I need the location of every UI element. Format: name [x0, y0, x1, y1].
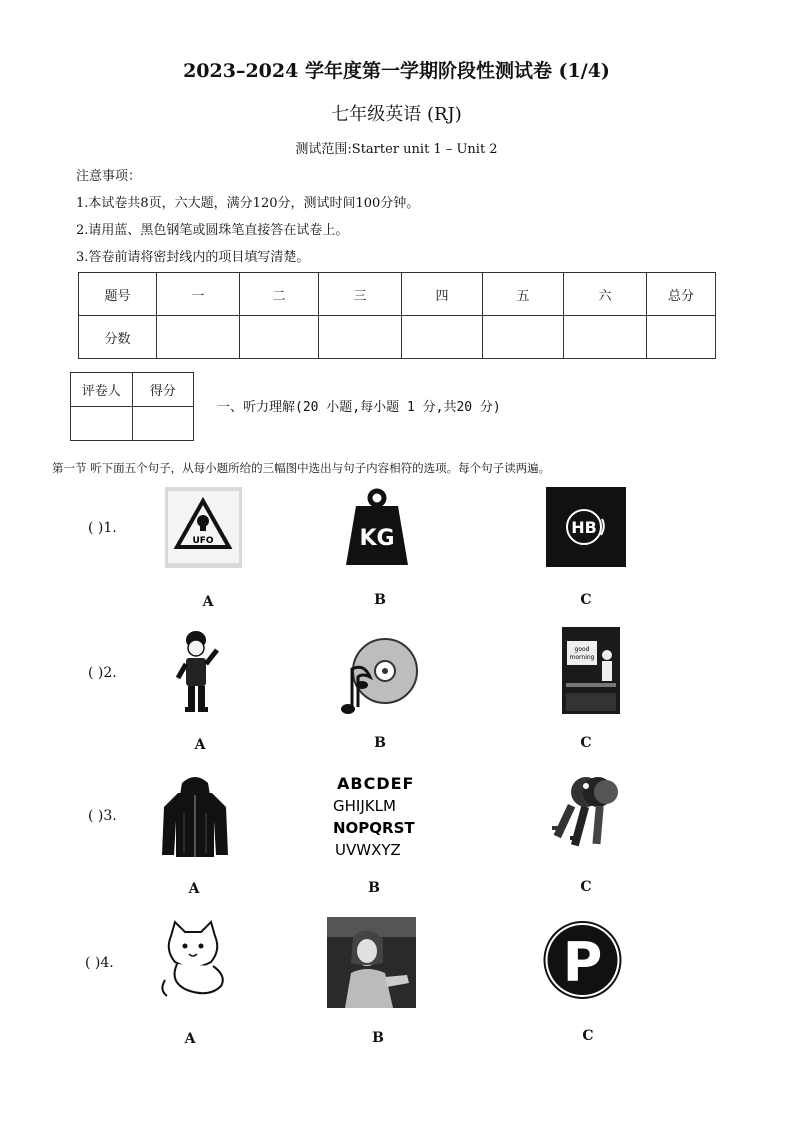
- score-header-cell: 三: [319, 273, 402, 316]
- ufo-text: UFO: [192, 536, 214, 546]
- score-header-cell: 二: [240, 273, 319, 316]
- score-cell[interactable]: [157, 316, 240, 359]
- cat-image[interactable]: [157, 920, 229, 1000]
- subject-title: 七年级英语 (RJ): [331, 104, 462, 125]
- score-header-cell: 六: [564, 273, 647, 316]
- score-header-cell: 四: [402, 273, 483, 316]
- option-label-a[interactable]: A: [194, 737, 206, 753]
- option-label-c[interactable]: C: [582, 1028, 594, 1044]
- hb-pencil-logo-image[interactable]: [546, 487, 626, 567]
- cd-music-note-image[interactable]: [340, 629, 418, 715]
- jacket-image[interactable]: [160, 773, 230, 858]
- morning-text: morning: [569, 654, 595, 661]
- option-label-b[interactable]: B: [374, 735, 386, 751]
- parking-letter: P: [562, 931, 603, 994]
- page-title: 2023–2024 学年度第一学期阶段性测试卷 (1/4): [183, 60, 610, 82]
- section-instruction: 第一节 听下面五个句子，从每小题所给的三幅图中选出与句子内容相符的选项。每个句子读两遍。: [52, 461, 551, 475]
- score-cell[interactable]: [402, 316, 483, 359]
- option-label-b[interactable]: B: [374, 592, 386, 608]
- option-label-c[interactable]: C: [580, 735, 592, 751]
- question-number: ( )3.: [88, 808, 117, 824]
- grader-table: [70, 372, 194, 441]
- kg-weight-image[interactable]: [346, 488, 408, 566]
- note-item: 1.本试卷共8页，六大题，满分120分，测试时间100分钟。: [76, 196, 420, 211]
- kg-text: KG: [359, 526, 395, 551]
- parking-sign-image[interactable]: [543, 919, 622, 1001]
- score-cell[interactable]: [319, 316, 402, 359]
- option-label-b[interactable]: B: [368, 880, 380, 896]
- grader-cell[interactable]: [71, 407, 133, 441]
- score-label: 得分: [132, 373, 194, 407]
- boy-waving-image[interactable]: [175, 628, 221, 714]
- test-range: 测试范围:Starter unit 1 – Unit 2: [295, 142, 498, 157]
- grader-score-cell[interactable]: [132, 407, 194, 441]
- option-label-b[interactable]: B: [372, 1030, 384, 1046]
- score-header-cell: 一: [157, 273, 240, 316]
- question-number: ( )2.: [88, 665, 117, 681]
- alphabet-image[interactable]: [333, 773, 425, 859]
- score-table-header-row: [79, 273, 716, 316]
- score-cell[interactable]: [483, 316, 564, 359]
- score-row-label: 分数: [79, 316, 157, 359]
- keys-image[interactable]: [548, 772, 620, 854]
- note-item: 3.答卷前请将密封线内的项目填写清楚。: [76, 250, 310, 265]
- score-header-cell: 五: [483, 273, 564, 316]
- score-header-cell: 题号: [79, 273, 157, 316]
- section-title: 一、听力理解(20 小题,每小题 1 分,共20 分): [217, 400, 501, 415]
- alphabet-line: UVWXYZ: [335, 841, 401, 859]
- grader-label: 评卷人: [71, 373, 133, 407]
- option-label-a[interactable]: A: [202, 594, 214, 610]
- hb-text: HB: [571, 518, 597, 537]
- notes-heading: 注意事项：: [76, 169, 142, 184]
- ufo-sign-image[interactable]: [165, 487, 242, 568]
- question-number: ( )1.: [88, 520, 117, 536]
- score-header-cell: 总分: [647, 273, 716, 316]
- good-text: good: [574, 646, 590, 653]
- girl-photo-image[interactable]: [327, 917, 416, 1008]
- good-morning-teacher-image[interactable]: [562, 627, 620, 714]
- option-label-c[interactable]: C: [580, 592, 592, 608]
- score-table: [78, 272, 716, 359]
- alphabet-line: ABCDEF: [337, 774, 415, 793]
- option-label-a[interactable]: A: [188, 881, 200, 897]
- score-cell[interactable]: [240, 316, 319, 359]
- alphabet-line: GHIJKLM: [333, 797, 396, 815]
- option-label-a[interactable]: A: [184, 1031, 196, 1047]
- alphabet-line: NOPQRST: [333, 819, 415, 837]
- score-cell[interactable]: [564, 316, 647, 359]
- question-number: ( )4.: [85, 955, 114, 971]
- note-item: 2.请用蓝、黑色钢笔或圆珠笔直接答在试卷上。: [76, 223, 349, 238]
- score-table-score-row: [79, 316, 716, 359]
- option-label-c[interactable]: C: [580, 879, 592, 895]
- score-cell[interactable]: [647, 316, 716, 359]
